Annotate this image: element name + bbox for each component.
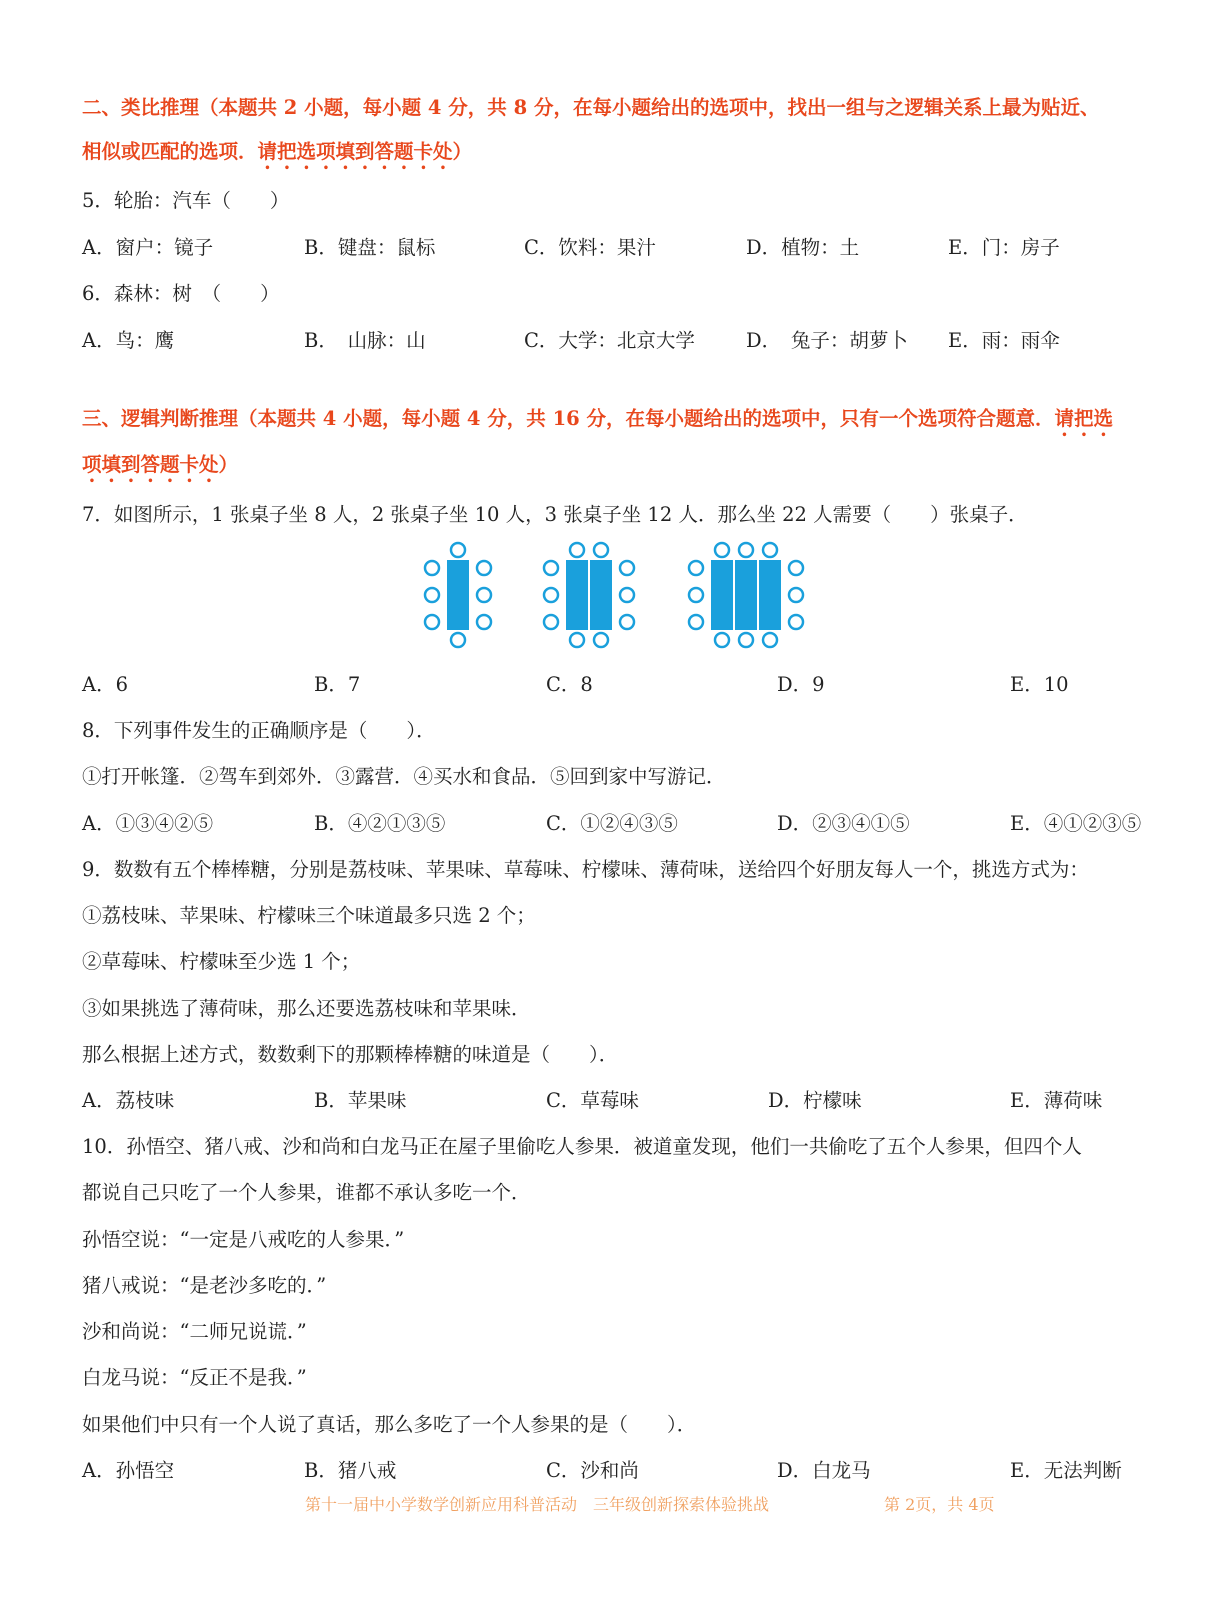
seat [689,561,703,575]
section3-heading-emphasis-1: 请把选 [1054,407,1114,430]
section3-heading-line1 [82,403,1113,441]
q8-events: ①打开帐篷．②驾车到郊外．③露营．④买水和食品．⑤回到家中写游记． [82,765,726,788]
q5-stem: 5．轮胎：汽车（ ） [82,189,290,212]
q5-option-d: D．植物：土 [746,236,860,259]
q7-stem: 7．如图所示，1 张桌子坐 8 人，2 张桌子坐 10 人，3 张桌子坐 12 人．那么坐 22 人需要（ ）张桌子． [82,503,1028,526]
q9-option-a: A．荔枝味 [82,1089,175,1112]
seat [544,588,558,602]
q8-option-b: B．④②①③⑤ [314,812,446,835]
q10-option-e: E．无法判断 [1010,1459,1122,1482]
q6-option-c: C．大学：北京大学 [524,329,695,352]
seat [789,588,803,602]
section3-heading-suffix: ） [218,453,239,476]
seat [715,543,729,557]
q6-option-e: E．雨：雨伞 [948,329,1060,352]
seat [594,543,608,557]
q8-option-c: C．①②④③⑤ [546,812,678,835]
section2-heading-line2 [82,136,472,174]
q10-question: 如果他们中只有一个人说了真话，那么多吃了一个人参果的是（ ）． [82,1413,697,1436]
q9-rule-2: ②草莓味、柠檬味至少选 1 个； [82,950,361,973]
q9-rule-1: ①荔枝味、苹果味、柠檬味三个味道最多只选 2 个； [82,904,536,927]
q9-option-c: C．草莓味 [546,1089,639,1112]
q8-option-a: A．①③④②⑤ [82,812,214,835]
seat [620,615,634,629]
q9-option-b: B．苹果味 [314,1089,407,1112]
footer-page-number: 第 2页，共 4页 [884,1495,995,1514]
section2-heading-prefix: 相似或匹配的选项． [82,140,258,163]
q10-option-d: D．白龙马 [777,1459,871,1482]
q9-rule-3: ③如果挑选了薄荷味，那么还要选荔枝味和苹果味． [82,997,531,1020]
seat [789,615,803,629]
q10-stem-line1: 10．孙悟空、猪八戒、沙和尚和白龙马正在屋子里偷吃人参果．被道童发现，他们一共偷吃了五个人参果，但四个人 [82,1135,1082,1158]
section3-heading-line2 [82,449,238,487]
q10-statement-4: 白龙马说：“反正不是我．” [82,1366,307,1389]
q5-option-b: B．键盘：鼠标 [304,236,436,259]
q10-option-b: B．猪八戒 [304,1459,397,1482]
table-seating-figure [415,538,815,654]
seating-two-tables [544,543,634,647]
q10-statement-2: 猪八戒说：“是老沙多吃的．” [82,1274,327,1297]
seat [739,543,753,557]
seat [451,543,465,557]
seat [620,588,634,602]
seating-three-tables [689,543,803,647]
q10-statement-3: 沙和尚说：“二师兄说谎．” [82,1320,307,1343]
section3-heading-prefix: 三、逻辑判断推理（本题共 4 小题，每小题 4 分，共 16 分，在每小题给出的选项中，只有一个选项符合题意． [82,407,1055,430]
q5-option-e: E．门：房子 [948,236,1060,259]
q7-option-d: D．9 [777,673,825,696]
seat [763,633,777,647]
seat [477,561,491,575]
q7-option-b: B．7 [314,673,361,696]
section2-heading-emphasis: 请把选项填到答题卡处 [257,140,453,163]
seat [477,615,491,629]
q8-stem: 8．下列事件发生的正确顺序是（ ）． [82,719,436,742]
seat [715,633,729,647]
q6-option-b: B． 山脉：山 [304,329,426,352]
section3-heading-emphasis-2: 项填到答题卡处 [82,453,219,476]
section2-heading-line1: 二、类比推理（本题共 2 小题，每小题 4 分，共 8 分，在每小题给出的选项中，找出一组与之逻辑关系上最为贴近、 [82,96,1100,119]
seat [425,561,439,575]
table [447,560,469,630]
q7-option-c: C．8 [546,673,593,696]
q8-option-e: E．④①②③⑤ [1010,812,1142,835]
seat [570,633,584,647]
q9-option-d: D．柠檬味 [768,1089,862,1112]
seat [739,633,753,647]
q5-option-c: C．饮料：果汁 [524,236,656,259]
q10-option-a: A．孙悟空 [82,1459,175,1482]
q9-option-e: E．薄荷味 [1010,1089,1103,1112]
seat [570,543,584,557]
seat [451,633,465,647]
q6-option-d: D． 兔子：胡萝卜 [746,329,908,352]
q7-option-a: A．6 [82,673,128,696]
seat [594,633,608,647]
q10-statement-1: 孙悟空说：“一定是八戒吃的人参果．” [82,1228,405,1251]
section2-heading-suffix: ） [452,140,473,163]
q10-option-c: C．沙和尚 [546,1459,639,1482]
q5-option-a: A．窗户：镜子 [82,236,214,259]
q8-option-d: D．②③④①⑤ [777,812,910,835]
q9-stem: 9．数数有五个棒棒糖，分别是荔枝味、苹果味、草莓味、柠檬味、薄荷味，送给四个好朋友每人一个，挑选方式为： [82,858,1089,881]
q6-option-a: A．鸟：鹰 [82,329,175,352]
seat [544,561,558,575]
seat [689,615,703,629]
seat [544,615,558,629]
q6-stem: 6．森林：树 （ ） [82,282,280,305]
seating-one-table [425,543,491,647]
q10-stem-line2: 都说自己只吃了一个人参果，谁都不承认多吃一个． [82,1181,531,1204]
seat [425,588,439,602]
seat [689,588,703,602]
q9-question: 那么根据上述方式，数数剩下的那颗棒棒糖的味道是（ ）． [82,1043,619,1066]
seat [763,543,777,557]
seat [620,561,634,575]
footer-title: 第十一届中小学数学创新应用科普活动 三年级创新探索体验挑战 [305,1495,770,1514]
seat [477,588,491,602]
seat [425,615,439,629]
q7-option-e: E．10 [1010,673,1069,696]
seat [789,561,803,575]
table [711,560,781,630]
